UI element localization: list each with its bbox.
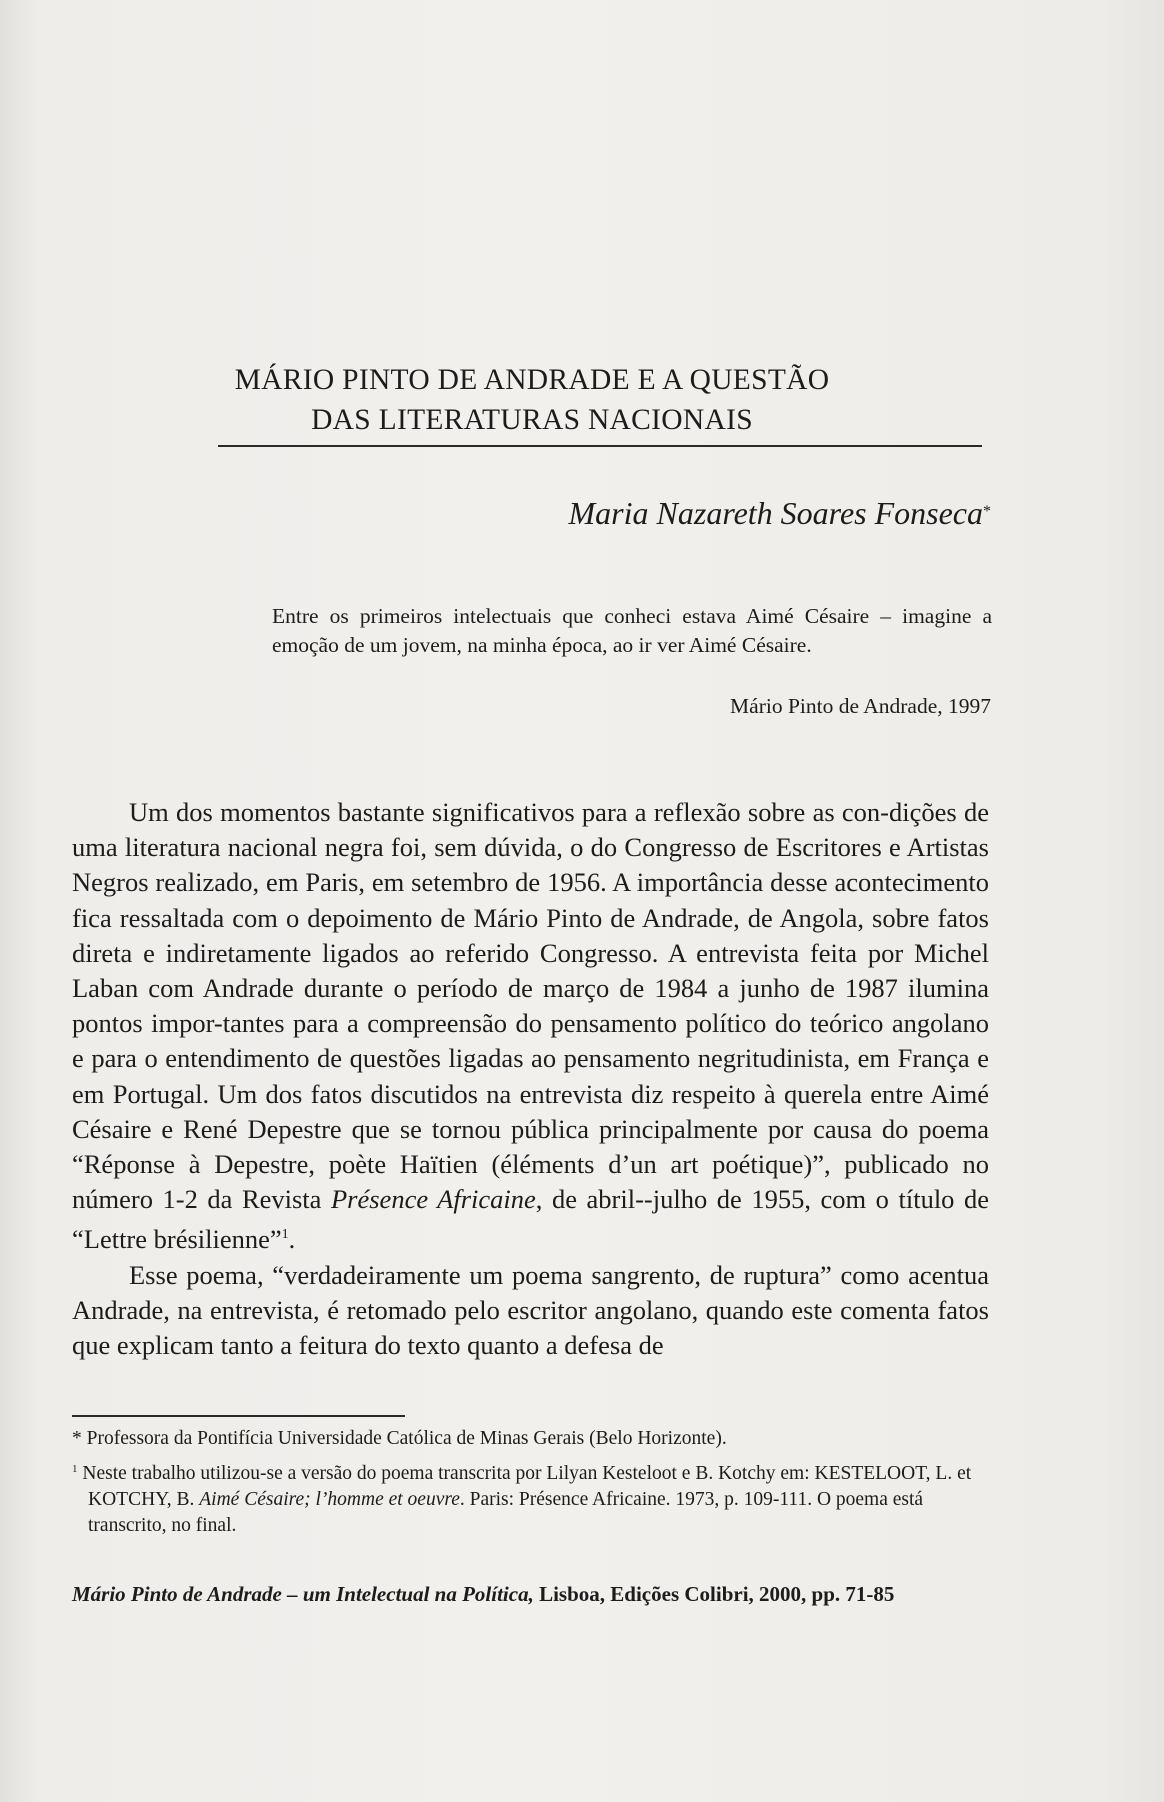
paragraph-1-text: Um dos momentos bastante significativos para a reflexão sobre as con-dições de uma literatura nacional negra foi, sem dúvida, o do Congresso de Escritores e Artistas Negros realizado, em Paris, em setembro de 1956. A importância desse acontecimento fica ressaltada com o depoimento de Mário Pinto de Andrade, de Angola, sobre fatos direta e indiretamente ligados ao referido Congresso. A entrevista feita por Michel Laban com Andrade durante o período de março de 1984 a junho de 1987 ilumina pontos impor-tantes para a compreensão do pensamento político do teórico angolano e para o entendimento de questões ligadas ao pensamento negritudinista, em França e em Portugal. Um dos fatos discutidos na entrevista diz respeito à querela entre Aimé Césaire e René Depestre que se tornou pública principalmente por causa do poema “Réponse à Depestre, poète Haïtien (éléments d’un art poétique)”, publicado no número 1-2 da Revista bbox=[72, 797, 989, 1215]
epigraph: Entre os primeiros intelectuais que conheci estava Aimé Césaire – imagine a emoção de um jovem, na minha época, ao ir ver Aimé Césaire. bbox=[272, 604, 992, 657]
footnote-1 bbox=[72, 1456, 989, 1539]
citation-publisher: Lisboa, Edições Colibri, 2000, pp. 71-85 bbox=[533, 1582, 895, 1606]
title-line-2: DAS LITERATURAS NACIONAIS bbox=[311, 404, 753, 436]
author-line bbox=[500, 492, 991, 533]
footnote-rule bbox=[72, 1415, 405, 1417]
paragraph-1-text-cont: , de abril--julho de 1955, com o título de “Lettre brésilienne” bbox=[72, 1184, 989, 1255]
footnote-1-text-end: . Paris: Présence Africaine. 1973, p. 109-111. O poema está transcrito, no final. bbox=[88, 1489, 924, 1536]
title-rule bbox=[218, 445, 982, 447]
author-name: Maria Nazareth Soares Fonseca bbox=[568, 495, 983, 531]
footnote-1-text: Neste trabalho utilizou-se a versão do poema transcrita por Lilyan Kesteloot e B. Kotchy em: KESTELOOT, L. et KOTCHY, B. bbox=[82, 1463, 972, 1510]
citation-book-title: Mário Pinto de Andrade – um Intelectual na Política, bbox=[72, 1582, 534, 1606]
article-body bbox=[72, 795, 989, 1363]
source-citation bbox=[72, 1580, 989, 1608]
author-footnote-mark: * bbox=[983, 503, 991, 520]
footnotes bbox=[72, 1426, 989, 1543]
paragraph-2: Esse poema, “verdadeiramente um poema sangrento, de ruptura” como acentua Andrade, na entrevista, é retomado pelo escritor angolano, quando este comenta fatos que explicam tanto a feitura do texto quanto a defesa de bbox=[72, 1259, 989, 1361]
paragraph-1-end: . bbox=[288, 1224, 296, 1255]
footnote-1-book-title: Aimé Césaire; l’homme et oeuvre bbox=[199, 1489, 460, 1510]
footnote-1-number: 1 bbox=[72, 1463, 78, 1475]
footnote-ref-1: 1 bbox=[281, 1227, 289, 1243]
title-line-1: MÁRIO PINTO DE ANDRADE E A QUESTÃO bbox=[234, 364, 830, 396]
journal-title: Présence Africaine bbox=[330, 1184, 536, 1215]
article-title bbox=[70, 360, 994, 440]
footnote-author: * Professora da Pontifícia Universidade Católica de Minas Gerais (Belo Horizonte). bbox=[72, 1428, 727, 1449]
epigraph-source: Mário Pinto de Andrade, 1997 bbox=[730, 694, 991, 718]
paragraph-1 bbox=[72, 795, 989, 1258]
